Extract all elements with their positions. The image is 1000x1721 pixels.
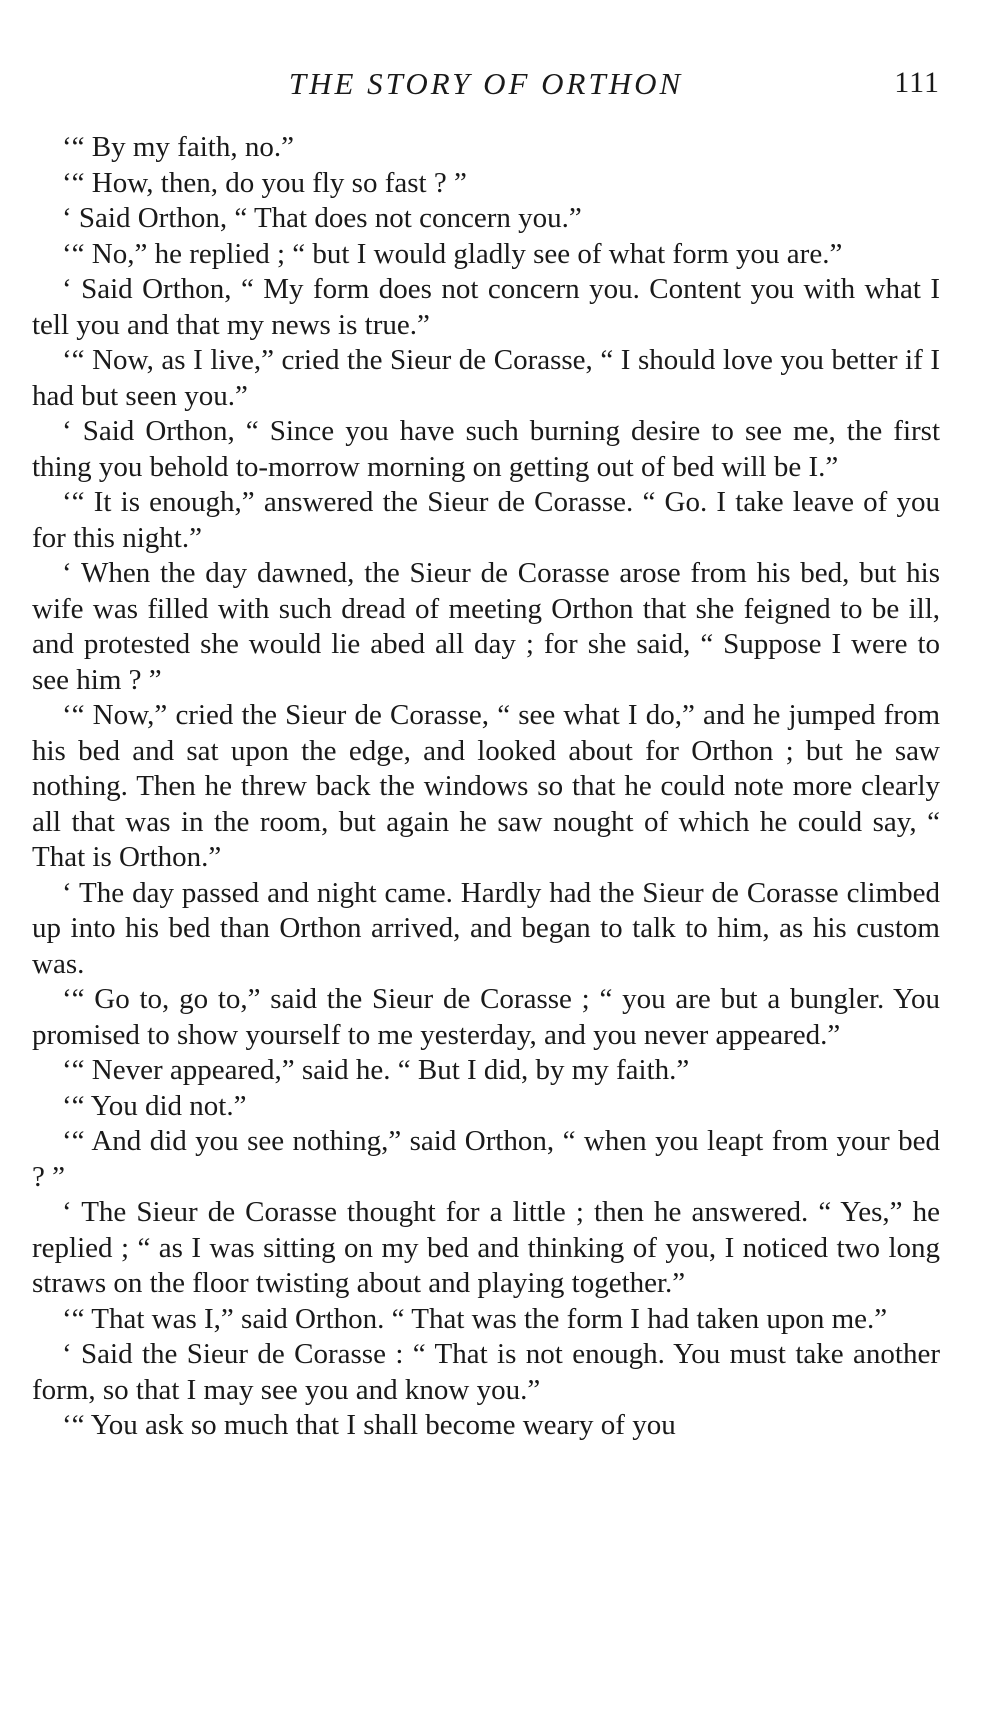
paragraph: ‘“ You did not.” xyxy=(62,1089,247,1122)
paragraph: ‘“ That was I,” said Orthon. “ That was the form I had taken upon me.” xyxy=(62,1302,888,1335)
paragraph: ‘ Said Orthon, “ My form does not concern you. Content you with what I tell you and that my news is true.” xyxy=(32,273,940,341)
running-title: THE STORY OF ORTHON xyxy=(288,66,684,101)
paragraph: ‘ Said the Sieur de Corasse : “ That is not enough. You must take another form, so that I may see you and know you.” xyxy=(32,1338,940,1406)
page-number: 111 xyxy=(894,66,940,99)
paragraph: ‘ Said Orthon, “ That does not concern you.” xyxy=(62,202,582,234)
paragraph: ‘“ Go to, go to,” said the Sieur de Corasse ; “ you are but a bungler. You promised to show yourself to me yesterday, and you never appeared.” xyxy=(32,983,940,1051)
paragraph: ‘“ You ask so much that I shall become weary of you xyxy=(62,1409,676,1441)
body-text xyxy=(32,130,940,1444)
paragraph: ‘ The day passed and night came. Hardly had the Sieur de Corasse climbed up into his bed than Orthon arrived, and began to talk to him, as his custom was. xyxy=(32,876,940,980)
paragraph: ‘ The Sieur de Corasse thought for a little ; then he answered. “ Yes,” he replied ; “ as I was sitting on my bed and thinking of you, I noticed two long straws on the floor twisting about and playing together.” xyxy=(32,1196,940,1299)
paragraph: ‘“ It is enough,” answered the Sieur de Corasse. “ Go. I take leave of you for this night.” xyxy=(32,486,940,554)
paragraph: ‘“ And did you see nothing,” said Orthon, “ when you leapt from your bed ? ” xyxy=(32,1125,940,1193)
paragraph: ‘“ Now, as I live,” cried the Sieur de Corasse, “ I should love you better if I had but seen you.” xyxy=(32,344,940,412)
paragraph: ‘“ No,” he replied ; “ but I would gladly see of what form you are.” xyxy=(62,237,843,270)
book-page xyxy=(32,66,940,1444)
paragraph: ‘“ How, then, do you fly so fast ? ” xyxy=(62,166,467,199)
paragraph: ‘“ Never appeared,” said he. “ But I did, by my faith.” xyxy=(62,1054,690,1086)
paragraph: ‘“ Now,” cried the Sieur de Corasse, “ see what I do,” and he jumped from his bed and sat upon the edge, and looked about for Orthon ; but he saw nothing. Then he threw back the windows so that he could note more clearly all that was in the room, but again he saw nought of which he could say, “ That is Orthon.” xyxy=(32,699,940,873)
running-head xyxy=(32,66,940,110)
paragraph: ‘ When the day dawned, the Sieur de Corasse arose from his bed, but his wife was filled with such dread of meeting Orthon that she feigned to be ill, and protested she would lie abed all day ; for she said, “ Suppose I were to see him ? ” xyxy=(32,557,940,696)
paragraph: ‘ Said Orthon, “ Since you have such burning desire to see me, the first thing you behold to-morrow morning on getting out of bed will be I.” xyxy=(32,415,940,483)
paragraph: ‘“ By my faith, no.” xyxy=(62,131,294,163)
